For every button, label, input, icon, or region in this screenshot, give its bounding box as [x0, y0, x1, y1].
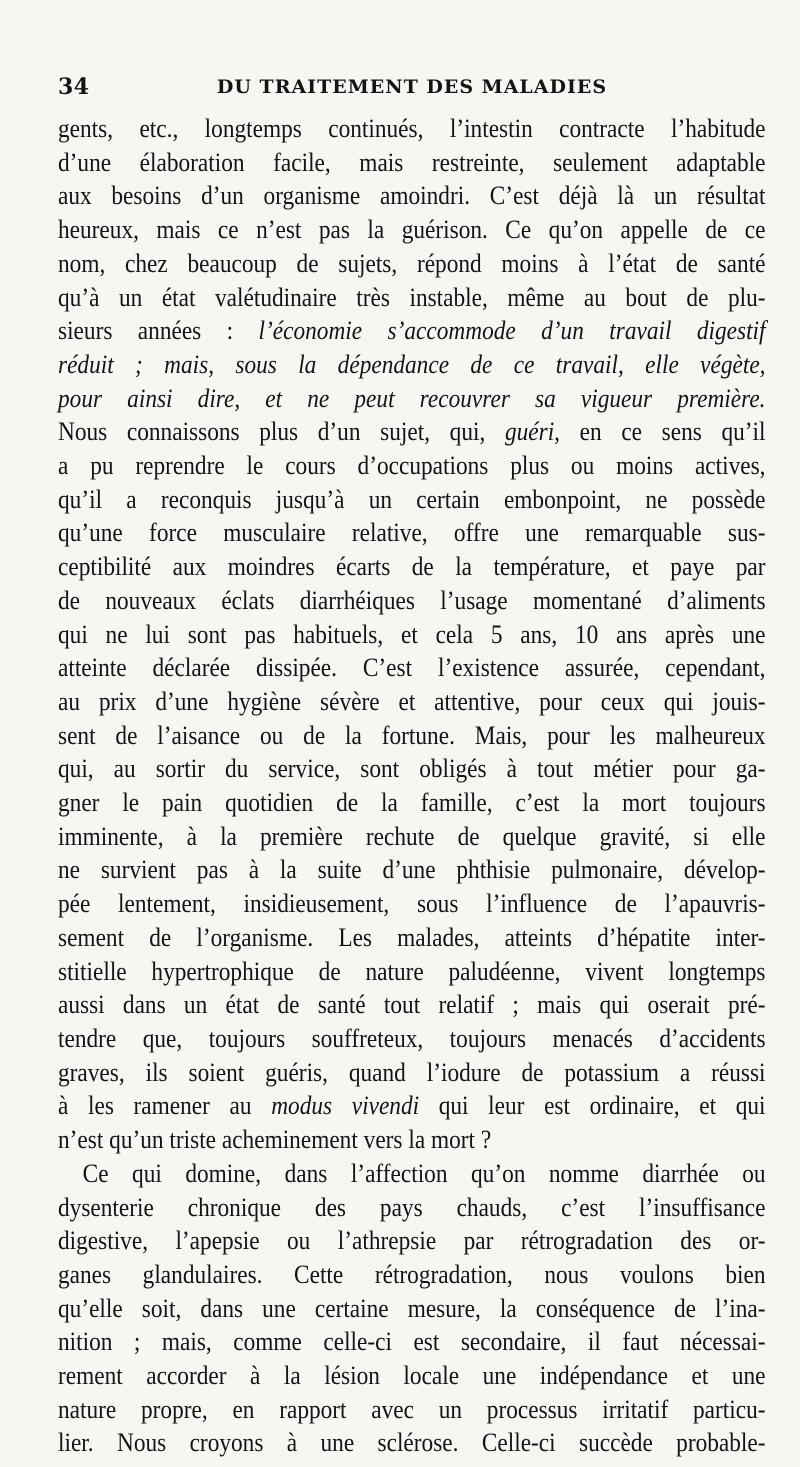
text-line [58, 348, 766, 382]
text-line: qu’il a reconquis jusqu’à un certain embonpoint, ne possède [58, 483, 766, 514]
italic-run: réduit ; mais, sous la dépendance de ce travail, elle végète, [58, 348, 766, 379]
text-line: heureux, mais ce n’est pas la guérison. Ce qu’on appelle de ce [58, 214, 766, 245]
text-line: a pu reprendre le cours d’occupations plus ou moins actives, [58, 450, 766, 481]
text-line: ganes glandulaires. Cette rétrogradation, nous voulons bien [58, 1258, 766, 1289]
text-run: Nous connaissons plus d’un sujet, qui, [58, 416, 505, 447]
text-line: dysenterie chronique des pays chauds, c’est l’insuffisance [58, 1191, 766, 1222]
text-line [58, 382, 766, 416]
text-line: de nouveaux éclats diarrhéiques l’usage momentané d’aliments [58, 584, 766, 615]
text-line: aussi dans un état de santé tout relatif ; mais qui oserait pré- [58, 989, 766, 1020]
text-line: aux besoins d’un organisme amoindri. C’est déjà là un résultat [58, 180, 766, 211]
text-run: qui leur est ordinaire, et qui [419, 1090, 766, 1121]
text-line: rement accorder à la lésion locale une indépendance et une [58, 1360, 766, 1391]
text-line: Ce qui domine, dans l’affection qu’on nomme diarrhée ou [82, 1157, 766, 1188]
text-line: n’est qu’un triste acheminement vers la mort ? [58, 1124, 492, 1155]
italic-run: modus vivendi [271, 1090, 420, 1121]
text-line [58, 314, 766, 348]
italic-run: guéri, [504, 416, 561, 447]
text-line: qu’elle soit, dans une certaine mesure, la conséquence de l’ina- [58, 1292, 766, 1323]
text-line: qui, au sortir du service, sont obligés à tout métier pour ga- [58, 753, 766, 784]
text-run: sieurs années : [58, 315, 259, 346]
text-line: qu’à un état valétudinaire très instable, même au bout de plu- [58, 281, 766, 312]
text-line [58, 415, 766, 449]
text-line: nature propre, en rapport avec un processus irritatif particu- [58, 1393, 766, 1424]
italic-run: pour ainsi dire, et ne peut recouvrer sa vigueur première. [58, 382, 766, 413]
text-line: lier. Nous croyons à une sclérose. Celle-ci succède probable- [58, 1427, 766, 1458]
paragraph-2 [58, 1157, 766, 1460]
text-line: nom, chez beaucoup de sujets, répond moins à l’état de santé [58, 247, 766, 278]
text-line: atteinte déclarée dissipée. C’est l’existence assurée, cependant, [58, 652, 766, 683]
text-line: digestive, l’apepsie ou l’athrepsie par rétrogradation des or- [58, 1225, 766, 1256]
page-header [58, 74, 766, 104]
text-line: sent de l’aisance ou de la fortune. Mais, pour les malheureux [58, 719, 766, 750]
text-line: ne survient pas à la suite d’une phthisie pulmonaire, dévelop- [58, 854, 766, 885]
text-line: gents, etc., longtemps continués, l’intestin contracte l’habitude [58, 113, 766, 143]
body-text [58, 112, 766, 1460]
text-run: en ce sens qu’il [560, 416, 766, 447]
text-line: d’une élaboration facile, mais restreinte, seulement adaptable [58, 146, 766, 177]
text-line: ceptibilité aux moindres écarts de la température, et paye par [58, 551, 766, 582]
text-line: qu’une force musculaire relative, offre une remarquable sus- [58, 517, 766, 548]
text-line: tendre que, toujours souffreteux, toujours menacés d’accidents [58, 1022, 766, 1053]
text-line: graves, ils soient guéris, quand l’iodure de potassium a réussi [58, 1056, 766, 1087]
text-line: au prix d’une hygiène sévère et attentive, pour ceux qui jouis- [58, 685, 766, 716]
paragraph-1 [58, 112, 766, 1157]
text-run: à les ramener au [58, 1090, 272, 1121]
running-title: DU TRAITEMENT DES MALADIES [216, 76, 608, 98]
text-line [58, 1089, 766, 1123]
text-line: imminente, à la première rechute de quelque gravité, si elle [58, 820, 766, 851]
italic-run: l’économie s’accommode d’un travail digestif [258, 315, 766, 346]
text-line: nition ; mais, comme celle-ci est secondaire, il faut nécessai- [58, 1326, 766, 1357]
text-line: gner le pain quotidien de la famille, c’est la mort toujours [58, 787, 766, 818]
text-line: stitielle hypertrophique de nature paludéenne, vivent longtemps [58, 955, 766, 986]
text-line: sement de l’organisme. Les malades, atteints d’hépatite inter- [58, 921, 766, 952]
text-line: pée lentement, insidieusement, sous l’influence de l’apauvris- [58, 888, 766, 919]
page-number: 34 [58, 74, 90, 100]
text-line: qui ne lui sont pas habituels, et cela 5 ans, 10 ans après une [58, 618, 766, 649]
